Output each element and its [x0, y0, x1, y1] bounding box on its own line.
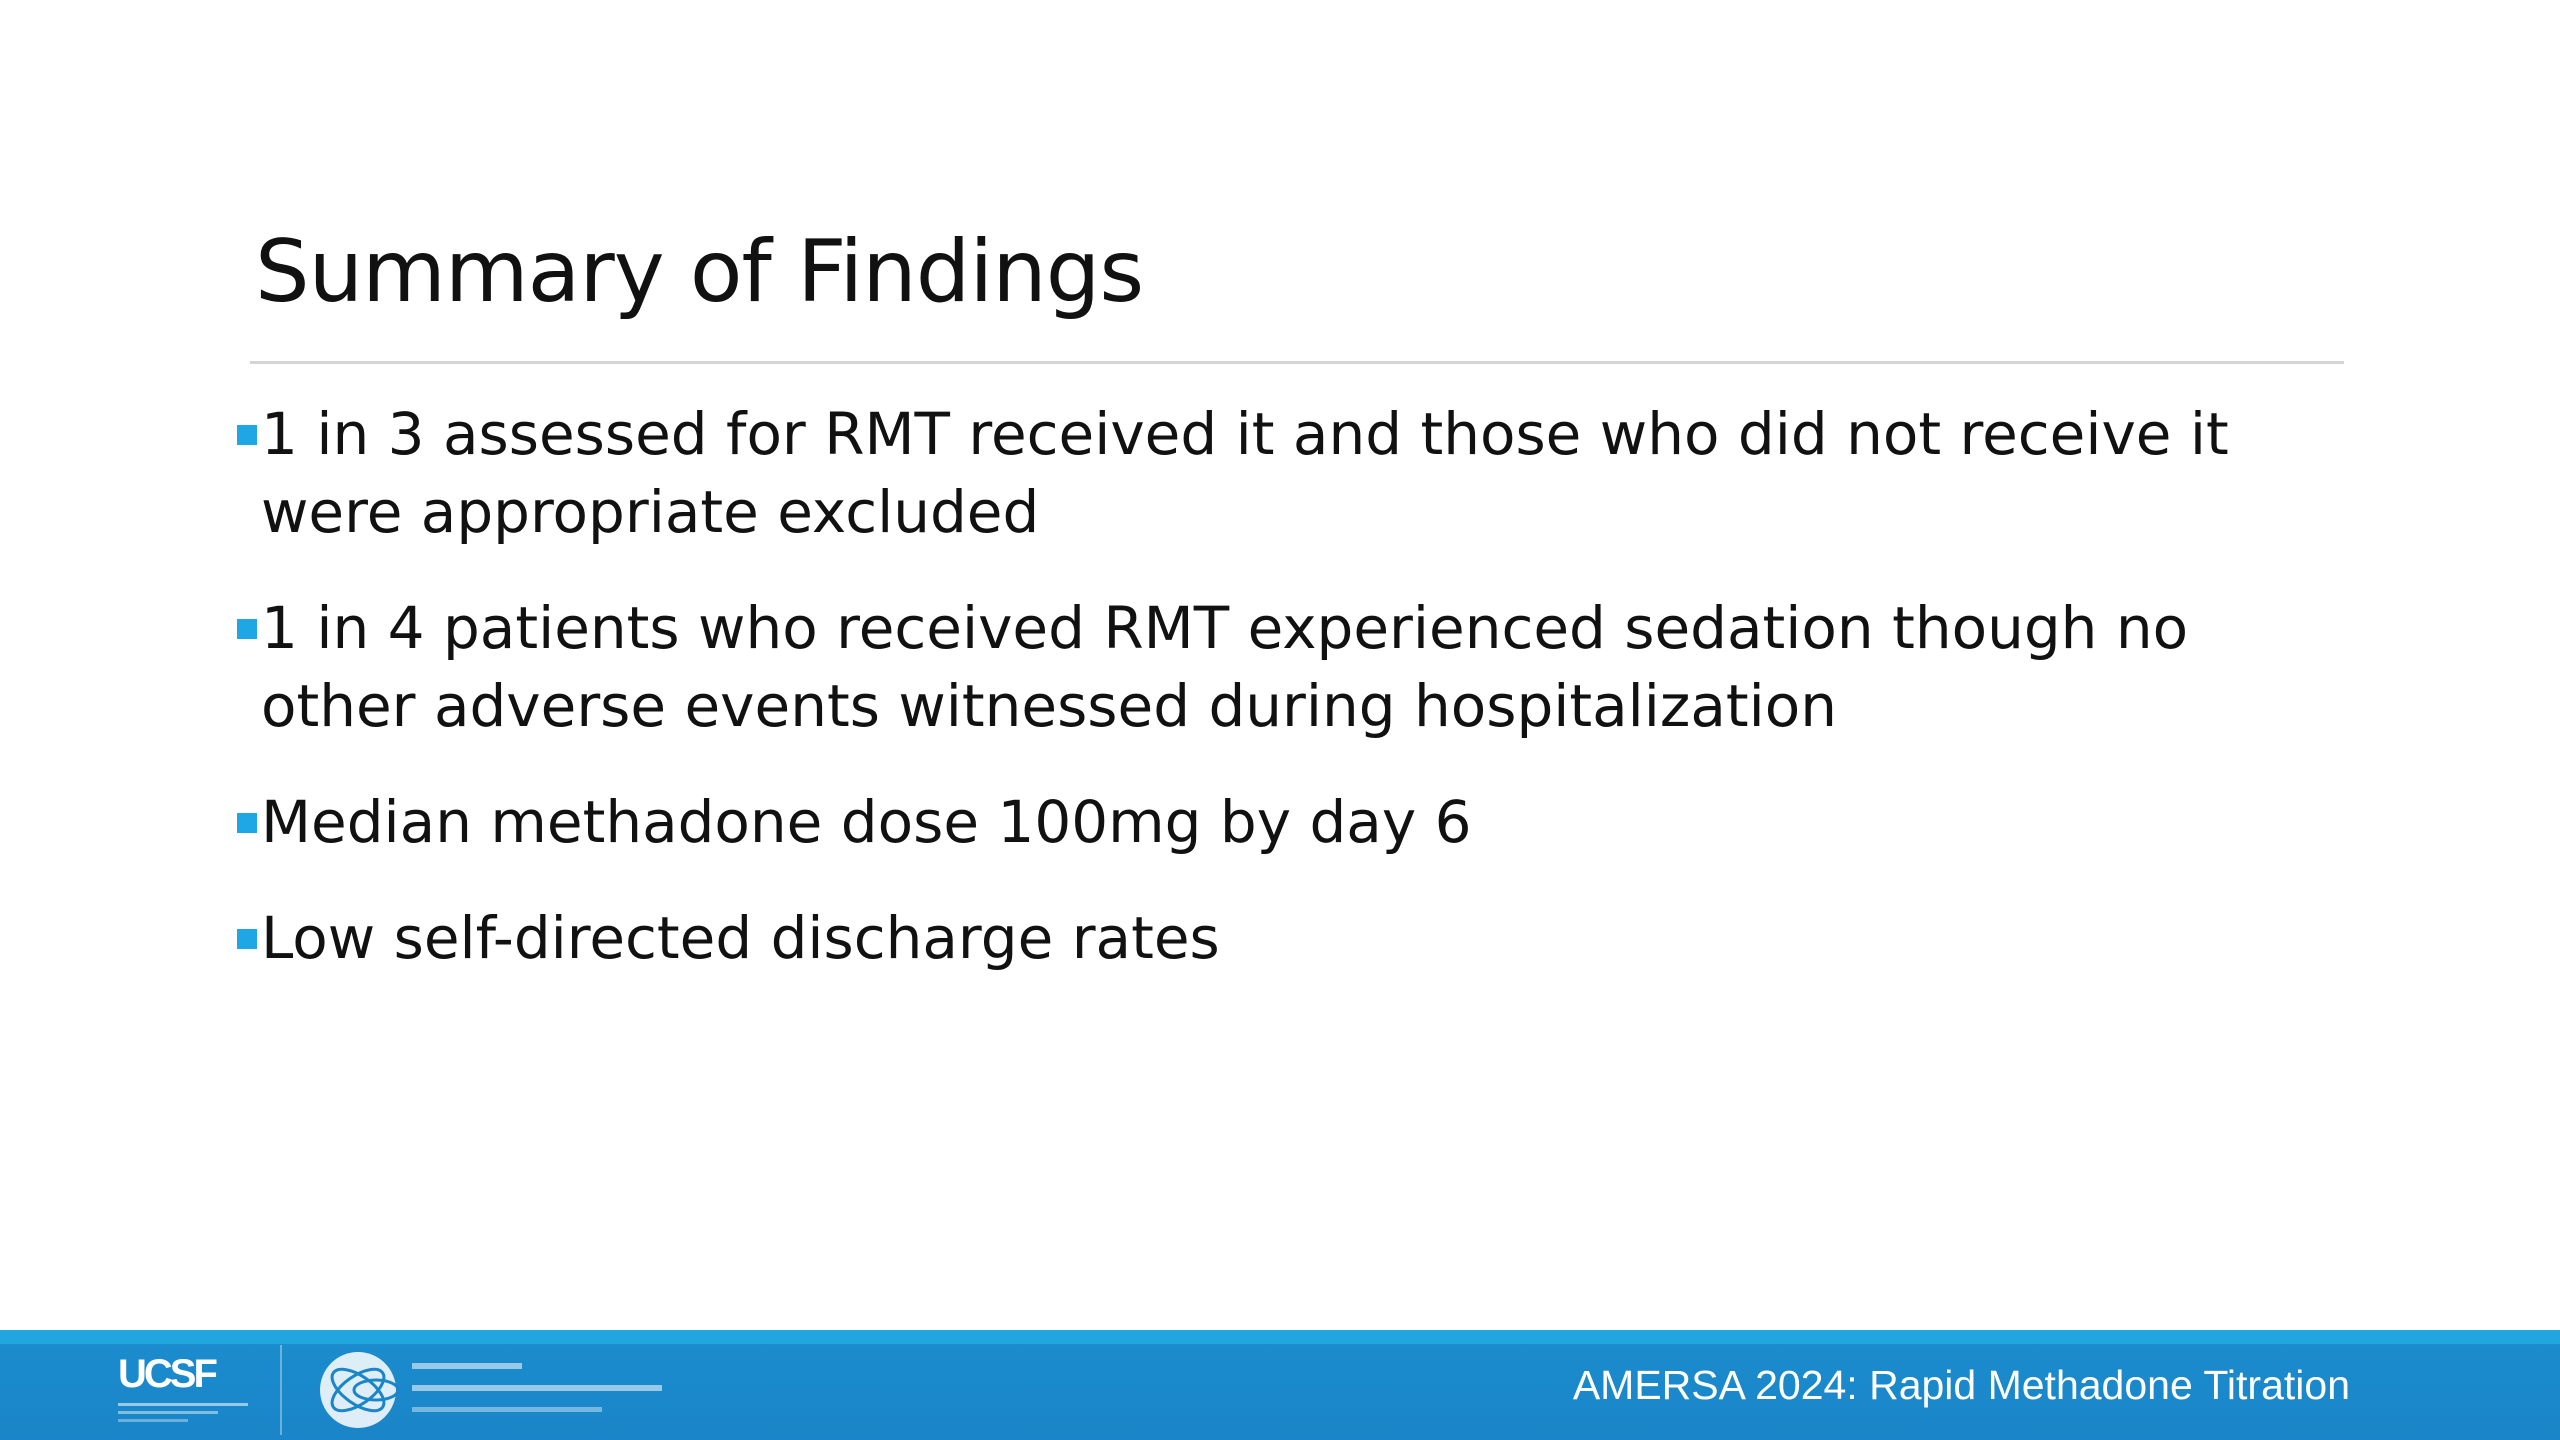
bullet-item: [233, 783, 2283, 861]
footer-accent-stripe: [0, 1330, 2560, 1344]
square-bullet-icon: [237, 425, 257, 445]
bullet-list: [233, 395, 2283, 1015]
bullet-item: [233, 899, 2283, 977]
bullet-item: [233, 589, 2283, 745]
title-divider: [250, 361, 2344, 364]
bullet-text: Low self-directed discharge rates: [261, 904, 1220, 972]
footer-caption: AMERSA 2024: Rapid Methadone Titration: [1572, 1362, 2350, 1408]
zuckerberg-sf-general-logo: [318, 1345, 678, 1435]
ucsf-logo: [118, 1345, 258, 1435]
square-bullet-icon: [237, 813, 257, 833]
bullet-text: 1 in 3 assessed for RMT received it and those who did not receive it were appropriate excluded: [261, 400, 2229, 546]
square-bullet-icon: [237, 619, 257, 639]
ucsf-logo-mark: UCSF: [118, 1352, 215, 1396]
slide-title: Summary of Findings: [255, 222, 1144, 322]
bullet-text: Median methadone dose 100mg by day 6: [261, 788, 1472, 856]
logo-divider: [280, 1345, 282, 1435]
bullet-text: 1 in 4 patients who received RMT experienced sedation though no other adverse events witnessed during hospitalization: [261, 594, 2189, 740]
square-bullet-icon: [237, 929, 257, 949]
bullet-item: [233, 395, 2283, 551]
